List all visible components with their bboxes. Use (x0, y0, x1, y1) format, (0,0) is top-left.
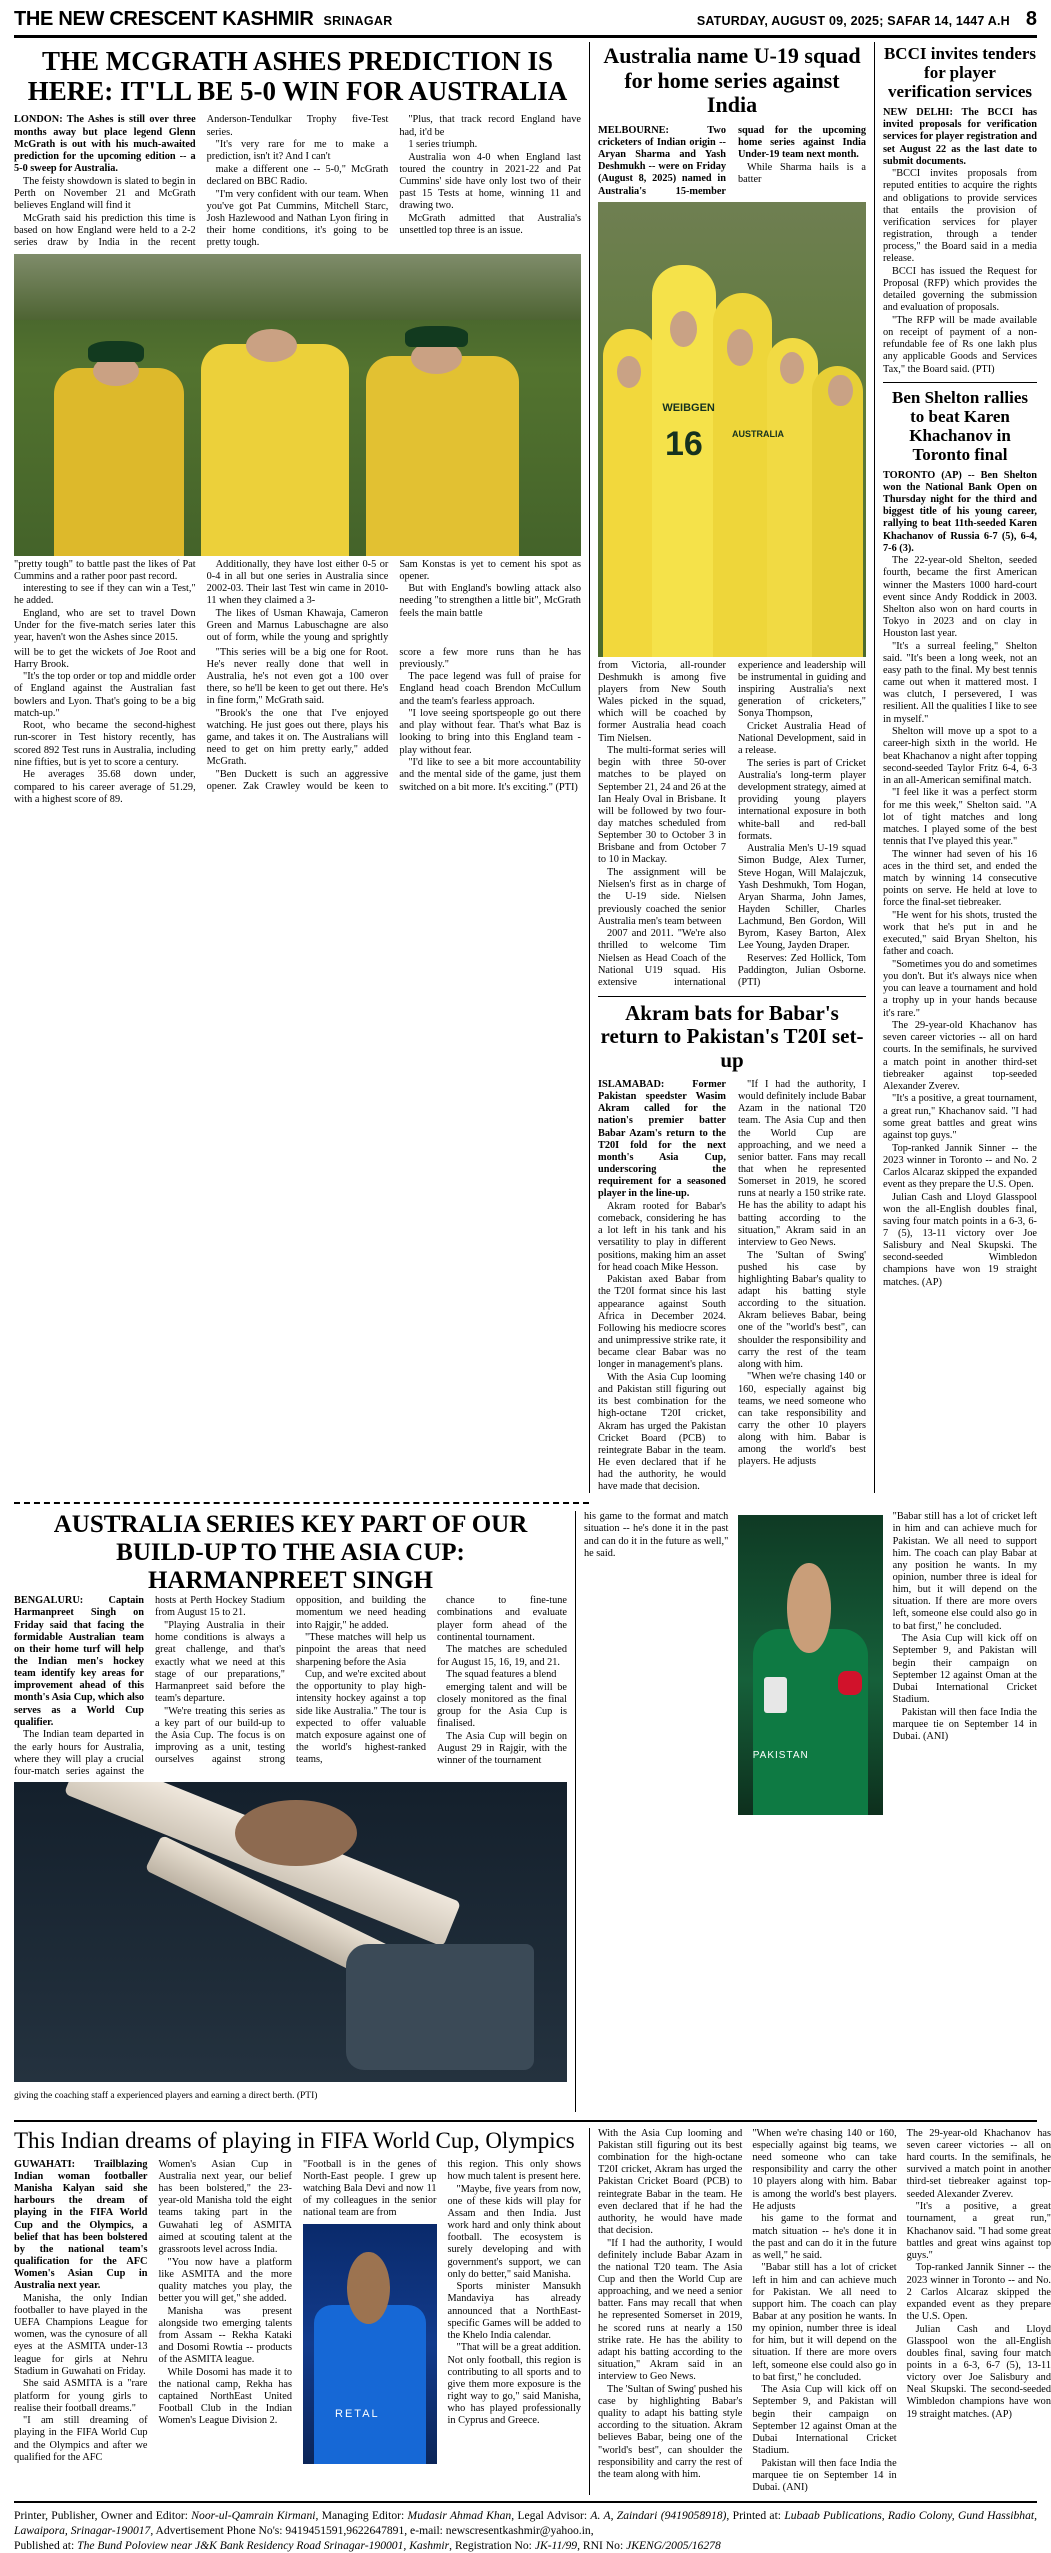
article-paragraph: The likes of Usman Khawaja, Cameron Green and Marnus Labuschagne are also out of form, while the young and sprightly Sam Konstas is yet to cement his spot as opener. (206, 558, 581, 643)
article-paragraph: But with England's bowling attack also needing "to strengthen a little bit", McGrath feels the main battle (399, 583, 581, 619)
article-paragraph: The multi-format series will begin with three 50-over matches to be played on September 21, 24 and 26 at the Ian Healy Oval in Brisbane. It will be followed by two four-day matches scheduled from September 30 to October 3 in Brisbane and from October 7 to 10 in Mackay. (598, 745, 726, 866)
lead-caption-and-continuation (14, 559, 581, 645)
main-content-grid (14, 42, 1037, 1493)
hockey-and-babar-row (14, 1511, 1037, 2112)
article-paragraph: will be to get the wickets of Joe Root and Harry Brook. (14, 646, 196, 670)
imprint-label-reg: , Registration No: (449, 2538, 535, 2552)
article-paragraph: Pakistan will then face India the marquee tie on September 14 in Dubai. (ANI) (752, 2457, 897, 2493)
article-paragraph: "I'm very confident with our team. When you've got Pat Cummins, Mitchell Starc, Josh Hazlewood and Nathan Lyon firing in their home conditions, it's going to be pretty tough. (206, 188, 389, 249)
article-paragraph: "Brook's the one that I've enjoyed watching. He just goes out there, plays his game, and takes it on. The Australians will need to get on him pretty early," added McGrath. (206, 707, 389, 768)
section-divider (14, 2120, 1037, 2122)
article-paragraph: The assignment will be Nielsen's first as in charge of the U-19 side. Nielsen previously coached the senior Australia men's team between (598, 867, 726, 927)
u19-intro-columns (598, 125, 866, 198)
editor-name: Noor-ul-Qamrain Kirmani (191, 2508, 316, 2522)
babar-photo-wrap (738, 1511, 882, 1818)
registration-number: JK-11/99 (534, 2538, 578, 2552)
article-paragraph: "If I had the authority, I would definitely include Babar Azam in the national T20 team. The Asia Cup and then the World Cup are approaching, and we need a senior batter. Fans may recall that when he represented Somerset in 2019, he scored runs at nearly a 150 strike rate. He has the ability to adapt his batting according to the situation," Akram said in an interview to Geo News. (598, 2237, 743, 2383)
article-paragraph: Cup, and we're excited about the opportunity to play high-intensity hockey against a top side like Australia." The tour is expected to offer valuable match exposure against one of the world's highest-ranked teams, (296, 1669, 426, 1766)
article-paragraph: "I feel like it was a perfect storm for me this week," Shelton said. "A lot of tight matches and long matches. I played some of the best tennis that I've played this year." (883, 787, 1037, 848)
article-paragraph: McGrath said his prediction this time is based on how England were held to a 2-2 series draw by India in the recent Anderson-Tendulkar Trophy five-Test series. (14, 114, 389, 248)
article-paragraph: Top-ranked Jannik Sinner -- the 2023 winner in Toronto -- and No. 2 Carlos Alcaraz skipped the expanded event as they prepare the U.S. Open. (883, 1142, 1037, 1190)
lead-tail-columns (14, 647, 581, 806)
jersey-name: WEIBGEN (662, 401, 715, 414)
babar-jersey-text: PAKISTAN (752, 1750, 809, 1762)
article-paragraph: "Maybe, five years from now, one of these kids will play for Assam and then India. Just work hard and only think about football. The ecosystem is surely developing and with government's support, we can only do better," said Manisha. (447, 2183, 581, 2280)
article-paragraph: The feisty showdown is slated to begin in Perth on November 21 and McGrath believes England will find it (14, 175, 196, 211)
hockey-player-photo (14, 1782, 567, 2082)
article-paragraph: She said ASMITA is a "rare platform for young girls to realise their football dreams." (14, 2378, 148, 2414)
article-paragraph: "Playing Australia in their home conditions is always a great challenge, and that's exactly what we need at this stage of our preparations," Harmanpreet said before the team's departure. (155, 1620, 285, 1704)
article-paragraph: "When we're chasing 140 or 160, especially against big teams, we need someone who can take responsibility and carry the other 10 players along with him. Babar is among the world's best players. He adjusts (738, 1371, 866, 1468)
right-column (874, 42, 1037, 1493)
article-paragraph: Shelton will move up a spot to a career-high sixth in the world. He beat Khachanov a night after topping second-seeded Taylor Fritz 6-4, 6-3 in an all-American semifinal match. (883, 726, 1037, 786)
article-paragraph: The pace legend was full of praise for England head coach Brendon McCullum and the team's fearless approach. (399, 671, 581, 707)
fifa-headline: This Indian dreams of playing in FIFA World Cup, Olympics (14, 2127, 575, 2153)
article-paragraph: "This series will be a big one for Root. He's never really done that well in Australia, he's not even got a 100 over there, so he'll be keen to get out there. He's in fine form," McGrath said. (206, 646, 389, 707)
article-paragraph: The 22-year-old Shelton, seeded fourth, became the first American winner the Masters 1000 hard-court event since Andy Roddick in 2003. Shelton also won on hard courts in Tokyo in 2023 and on clay in Houston last year. (883, 555, 1037, 640)
edition-city: SRINAGAR (323, 14, 393, 28)
article-paragraph: While Dosomi has made it to the national camp, Rekha has captained NorthEast United Football Club in the Indian Women's League Division 2. (158, 2366, 292, 2427)
article-paragraph: The Asia Cup will kick off on September 9, and Pakistan will begin their campaign on September 12 against Oman at the Dubai International Cricket Stadium. (752, 2384, 897, 2457)
article-paragraph: Top-ranked Jannik Sinner -- the 2023 winner in Toronto -- and No. 2 Carlos Alcaraz skipped the expanded event as they prepare the U.S. Open. (906, 2262, 1051, 2322)
imprint-label-printer: Printer, Publisher, Owner and Editor: (14, 2508, 192, 2522)
masthead (14, 8, 1037, 38)
lead-body-columns (14, 114, 581, 249)
akram-body-columns (598, 1079, 866, 1493)
article-paragraph: With the Asia Cup looming and Pakistan still figuring out its best combination for the high-octane T20I cricket, Akram has urged the Pakistan Cricket Board (PCB) to reintegrate Babar in the team. He even declared that if he had the authority, he would have made that decision. (598, 1371, 726, 1493)
article-paragraph: 2007 and 2011. "We're also thrilled to welcome Tim Nielsen as Head Coach of the National U19 squad. His extensive international experience and leadership will be instrumental in guiding and inspiring Australia's next generation of cricketers," Sonya Thompson, (598, 659, 866, 988)
article-paragraph: 1 series triumph. (408, 139, 478, 151)
article-paragraph: The Indian team departed in the early hours for Australia, where they will play a crucial four-match series against the hosts at Perth Hockey Stadium from August 15 to 21. (14, 1595, 285, 1777)
imprint-contact: , Advertisement Phone No's: 9419451591,9622647891, e-mail: newscresentkashmir@yahoo.in, (150, 2523, 594, 2537)
article-paragraph: Manisha, the only Indian footballer to have played in the UEFA Champions League for women, was the cynosure of all eyes at the ASMITA under-13 league for girls at Nehru Stadium in Guwahati on Friday. (14, 2292, 148, 2377)
article-paragraph: make a different one -- 5-0," McGrath declared on BBC Radio. (206, 164, 389, 188)
u19-body-columns (598, 660, 866, 990)
fifa-columns (14, 2159, 581, 2467)
article-paragraph: "That will be a great addition. Not only football, this region is contributing to all sports and to give them more exposure is the right way to go," said Manisha, who has played professionally in Cyprus and Greece. (447, 2342, 581, 2427)
article-paragraph: Sports minister Mansukh Mandaviya has already announced that a NorthEast-specific Games will be added to the Khelo India calendar. (447, 2281, 581, 2341)
article-paragraph: Pakistan axed Babar from the T20I format since his last appearance against South Africa in December 2024. Following his mediocre scores and unimpressive strike rate, it became clear Babar was no longer in management's plans. (598, 1274, 726, 1371)
article-paragraph: "The RFP will be made available on receipt of payment of a non-refundable fee of Rs one lakh plus any applicable Goods and Services Tax," the Board said. (PTI) (883, 314, 1037, 375)
fifa-col-4 (448, 2159, 582, 2467)
jersey-number: 16 (665, 424, 703, 463)
article-paragraph: interesting to see if they can win a Test," he added. (14, 583, 196, 607)
article-paragraph: "If I had the authority, I would definitely include Babar Azam in the national T20 team. The Asia Cup and then the World Cup are approaching, and we need a senior batter. Fans may recall that when he represented Somerset in 2019, he scored runs at nearly a 150 strike rate. He has the ability to adapt his batting according to the situation," Akram said in an interview to Geo News. (738, 1079, 866, 1248)
article-paragraph: his game to the format and match situation -- he's done it in the past and can do it in the future as well," he said. (584, 1511, 729, 1559)
article-paragraph: Reserves: Zed Hollick, Tom Paddington, Julian Osborne. (PTI) (738, 953, 866, 989)
article-paragraph: "It's a surreal feeling," Shelton said. "It's been a long week, not an easy path to the final. My best tennis came out when it mattered most. I was clutch, I persevered, I was resilient. All the qualities I like to see in myself." (883, 640, 1037, 725)
article-paragraph: Women's Asian Cup in Australia next year, our belief has been bolstered," the 23-year-old Manisha told the eight teams taking part in the Guwahati leg of ASMITA aimed at scouting talent at the grassroots level across India. (158, 2158, 292, 2255)
article-paragraph: With the Asia Cup looming and Pakistan still figuring out its best combination for the high-octane T20I cricket, Akram has urged the Pakistan Cricket Board (PCB) to reintegrate Babar in the team. He even declared that if he had the authority, he would have made that decision. (598, 2127, 743, 2236)
article-paragraph: The series is part of Cricket Australia's long-term player development strategy, aimed at providing young players international exposure in both white-ball and red-ball formats. (738, 757, 866, 842)
newspaper-title: THE NEW CRESCENT KASHMIR (14, 8, 314, 30)
article-paragraph: TORONTO (AP) -- Ben Shelton won the National Bank Open on Thursday night for the third and biggest title of his young career, rallying to beat 11th-seeded Karen Khachanov of Russia 6-7 (5), 6-4, 7-6 (3). (883, 469, 1037, 554)
lead-story-column (14, 42, 589, 1493)
akram-headline: Akram bats for Babar's return to Pakistan's T20I set-up (600, 1000, 864, 1072)
imprint-label-printedat: , Printed at: (726, 2508, 785, 2522)
article-paragraph: emerging talent and will be closely monitored as the final group for the Asia Cup is finalised. (437, 1681, 567, 1730)
article-paragraph: NEW DELHI: The BCCI has invited proposals for verification services for player registration and set August 22 as the last date to submit documents. (883, 107, 1037, 167)
imprint-label-legal: , Legal Advisor: (511, 2508, 591, 2522)
legal-advisor-name: A. A, Zaindari (9419058918) (590, 2508, 727, 2522)
article-paragraph: "It's very rare for me to make a prediction, isn't it? And I can't (206, 139, 389, 163)
imprint-label-published: Published at: (14, 2538, 78, 2552)
article-paragraph: McGrath admitted that Australia's unsettled top three is an issue. (399, 213, 581, 237)
article-paragraph: The Asia Cup will begin on August 29 in Rajgir, with the winner of the tournament (437, 1730, 567, 1767)
article-paragraph: BENGALURU: Captain Harmanpreet Singh on Friday said that facing the formidable Australian team on their home turf will help the Indian men's hockey team identify key areas for improvement ahead of this month's Asia Cup, which also serves as a World Cup qualifier. (14, 1595, 144, 1728)
article-paragraph: his game to the format and match situation -- he's done it in the past and can do it in the future as well," he said. (752, 2213, 897, 2261)
article-paragraph: "It's a positive, a great tournament, a great run," Khachanov said. "I had some great battles and great wins against top guys." (906, 2201, 1051, 2261)
masthead-left (14, 8, 393, 31)
article-paragraph: this region. This only shows how much talent is present here. (447, 2158, 581, 2183)
article-paragraph: "He went for his shots, trusted the work that he's put in and he executed," said Bryan Shelton, his father and coach. (883, 909, 1037, 958)
lead-headline: THE MCGRATH ASHES PREDICTION IS HERE: IT'LL BE 5-0 WIN FOR AUSTRALIA (27, 46, 568, 107)
article-paragraph: Pakistan will then face India the marquee tie on September 14 in Dubai. (ANI) (892, 1706, 1037, 1742)
hockey-story (14, 1511, 575, 2112)
jersey-team: AUSTRALIA (732, 429, 784, 440)
article-paragraph: from Victoria, all-rounder Deshmukh is among five players from New South Wales picked in the squad, which will be coached by former Australia head coach Tim Nielsen. (598, 659, 726, 744)
article-paragraph: Root, who became the second-highest run-scorer in Test history recently, has scored 892 Test runs in Australia, including nine fifties, but is yet to score a century. (14, 720, 196, 768)
shelton-headline: Ben Shelton rallies to beat Karen Khachanov in Toronto final (891, 387, 1028, 464)
article-paragraph: ISLAMABAD: Former Pakistan speedster Wasim Akram called for the nation's premier batter Babar Azam's return to the T20I fold for the next month's Asia Cup, underscoring the requirement for a seasoned player in the line-up. (598, 1079, 726, 1200)
bcci-headline: BCCI invites tenders for player verification services (883, 44, 1037, 102)
article-paragraph: "These matches will help us pinpoint the areas that need sharpening before the Asia (296, 1632, 426, 1668)
article-paragraph: The 29-year-old Khachanov has seven career victories -- all on hard courts. In the semifinals, he survived a match point in another third-set tiebreaker against top-seeded Alexander Zverev. (883, 1020, 1037, 1092)
australia-u19-headline: Australia name U-19 squad for home series against India (603, 43, 861, 118)
article-paragraph: Cricket Australia Head of National Development, said in a release. (738, 720, 866, 757)
article-paragraph: He averages 35.68 down under, compared to his career average of 51.29, with a highest score of 89. (14, 769, 196, 805)
article-paragraph: "I love seeing sportspeople go out there and play without fear. That's what Baz is looking to bring into this England team - play without fear. (399, 708, 581, 756)
fifa-col-2 (159, 2159, 293, 2467)
cricket-celebration-photo (14, 254, 581, 556)
photo-caption: "pretty tough" to battle past the likes of Pat Cummins and a rather poor past record. (14, 558, 196, 582)
article-paragraph: England, who are set to travel Down Under for the five-match series later this year, haven't won the Ashes since 2015. (14, 608, 196, 644)
article-paragraph: Manisha was present alongside two emerging talents from Assam -- Rekha Kataki and Dosomi Rowtia -- products of the ASMITA league. (158, 2305, 292, 2366)
photo-caption: giving the coaching staff a experienced players and earning a direct berth. (PTI) (14, 2091, 318, 2102)
article-paragraph: "Babar still has a lot of cricket left in him and can achieve much for Pakistan. We all need to support him. The coach can play Babar at any position he wants. In my opinion, number three is ideal for him, but it will depend on the situation. If there are more overs left, someone else could also go in to bat first," he concluded. (892, 1511, 1037, 1632)
page-number: 8 (1025, 8, 1037, 30)
fifa-col-3 (303, 2159, 437, 2467)
article-paragraph: The 'Sultan of Swing' pushed his case by highlighting Babar's quality to adapt his batting style according to the situation. Akram believes Babar, being one of the "world's best", can shoulder the responsibility and carry the rest of the team along with him. (598, 2383, 743, 2480)
jersey-brand-text: RETAL (335, 2408, 380, 2421)
article-paragraph: "I'd like to see a bit more accountability and the mental side of the game, just them switched on a bit more. It's exciting." (PTI) (399, 757, 581, 793)
article-paragraph: "Ben Duckett is such an aggressive opener. Zak Crawley would be keen to score a few more runs than he has previously." (206, 646, 581, 793)
article-paragraph: The Asia Cup will kick off on September 9, and Pakistan will begin their campaign on September 12 against Oman at the Dubai International Cricket Stadium. (892, 1633, 1037, 1705)
article-paragraph: "It's a positive, a great tournament, a great run," Khachanov said. "I had some great battles and great wins against top guys." (883, 1093, 1037, 1141)
article-paragraph: "Plus, that track record England have had, it'd be (399, 114, 581, 138)
babar-azam-photo (738, 1515, 882, 1815)
rni-number: JKENG/2005/16278 (626, 2538, 721, 2552)
article-paragraph: "It's the top order or top and middle order of England against the Australian fast bowlers and Lyon. That's going to be a big match-up." (14, 671, 196, 719)
section-divider (14, 1502, 589, 1504)
article-paragraph: LONDON: The Ashes is still over three months away but place legend Glenn McGrath is out with his much-awaited prediction for the upcoming edition -- a 5-0 sweep for Australia. (14, 114, 196, 175)
fifa-story (14, 2128, 589, 2495)
article-paragraph: Australia Men's U-19 squad Simon Budge, Alex Turner, Steve Hogan, Will Malajczuk, Yash Deshmukh, Tom Hogan, Aryan Sharma, John James, Hayden Schiller, Charles Lachmund, Ben Gordon, Will Byrom, Kasey Barton, Alex Lee Young, Jayden Draper. (738, 843, 866, 952)
australia-u19-squad-photo (598, 202, 866, 657)
akram-col-a (584, 1511, 728, 1818)
article-paragraph: Julian Cash and Lloyd Glasspool won the all-English doubles final, saving four match points in a 6-3, 6-7 (5), 13-11 victory over Joe Salisbury and Neal Skupski. The second-seeded Wimbledon champions have won 19 straight matches. (AP) (883, 1191, 1037, 1288)
publication-date: SATURDAY, AUGUST 09, 2025; SAFAR 14, 1447 A.H (696, 14, 1010, 28)
hockey-headline: AUSTRALIA SERIES KEY PART OF OUR BUILD-UP TO THE ASIA CUP: HARMANPREET SINGH (53, 1511, 528, 1595)
article-paragraph: "Babar still has a lot of cricket left in him and can achieve much for Pakistan. We all need to support him. The coach can play Babar at any position he wants. In my opinion, number three is ideal for him, but it will depend on the situation. If there are more overs left, someone else could also go in to bat first," he concluded. (752, 2262, 897, 2383)
article-paragraph: Australia won 4-0 when England last toured the country in 2021-22 and Pat Cummins' side have only lost two of their past 15 Tests at home, winning 11 and drawing two. (399, 151, 581, 212)
article-paragraph: "Sometimes you do and sometimes you don't. But it's always nice when you can leave a tournament and hold a trophy up in your hands because it's rare." (883, 958, 1037, 1019)
article-paragraph: Akram rooted for Babar's comeback, considering he has a lot left in his tank and his versatility to play in different positions, making him an asset for head coach Mike Hesson. (598, 1200, 726, 1273)
managing-editor-name: Mudasir Ahmad Khan (407, 2508, 512, 2522)
imprint-block (14, 2501, 1037, 2553)
imprint-line-1 (14, 2508, 1037, 2538)
imprint-line-2 (14, 2538, 1037, 2553)
fifa-col-1 (14, 2159, 148, 2467)
masthead-right (697, 8, 1037, 31)
article-paragraph: "I am still dreaming of playing in the FIFA World Cup and the Olympics and after we qualified for the AFC (14, 2415, 148, 2463)
article-paragraph: "You now have a platform like ASMITA and the more quality matches you play, the better you will get," she added. (158, 2256, 292, 2304)
article-paragraph: MELBOURNE: Two cricketers of Indian origin -- Aryan Sharma and Yash Deshmukh -- were on Friday (August 8, 2025) named in Australia's 15-member squad for the upcoming home series against India Under-19 team next month. (598, 124, 866, 197)
middle-column (589, 42, 874, 1493)
akram-tail-columns (589, 2128, 1051, 2495)
article-paragraph: The squad features a blend (446, 1669, 557, 1681)
imprint-label-managing: , Managing Editor: (315, 2508, 408, 2522)
article-paragraph: BCCI has issued the Request for Proposal (RFP) which provides the detailed governing the submission and evaluation of proposals. (883, 265, 1037, 314)
akram-continuation-and-photo (575, 1511, 1037, 2112)
published-at: The Bund Poloview near J&K Bank Residency Road Srinagar-190001, Kashmir (77, 2538, 450, 2552)
article-paragraph: "We're treating this series as a key part of our build-up to the Asia Cup. The focus is on improving as a unit, testing ourselves against strong opposition, and building the momentum we need heading into Rajgir," he added. (155, 1595, 426, 1766)
article-paragraph: Additionally, they have lost either 0-5 or 0-4 in all but one series in Australia since 2002-03. Their last Test win came in 2010-11 when they claimed a 3- (206, 558, 389, 606)
article-paragraph: chance to fine-tune combinations and evaluate player form ahead of the continental tournament. (437, 1595, 567, 1643)
article-paragraph: While Sharma hails is a batter (738, 161, 866, 185)
article-paragraph: The matches are scheduled for August 15, 16, 19, and 21. (437, 1644, 567, 1668)
article-paragraph: GUWAHATI: Trailblazing Indian woman footballer Manisha Kalyan said she harbours the dream of playing in the FIFA World Cup and the Olympics, a belief that has been bolstered by the national team's qualification for the AFC Women's Asian Cup in Australia next year. (14, 2158, 148, 2292)
article-paragraph: "When we're chasing 140 or 160, especially against big teams, we need someone who can take responsibility and carry the other 10 players along with him. Babar is among the world's best players. He adjusts (752, 2127, 897, 2212)
article-paragraph: Julian Cash and Lloyd Glasspool won the all-English doubles final, saving four match points in a 6-3, 6-7 (5), 13-11 victory over Joe Salisbury and Neal Skupski. The second-seeded Wimbledon champions have won 19 straight matches. (AP) (906, 2323, 1051, 2420)
printed-at: Lubaab Publications, Radio Colony, Gund Hassibhat, Lawaipora, Srinagar-190017 (14, 2508, 1037, 2537)
article-paragraph: The 'Sultan of Swing' pushed his case by highlighting Babar's quality to adapt his batting style according to the situation. Akram believes Babar, being one of the "world's best", can shoulder the responsibility and carry the rest of the team along with him. (738, 1249, 866, 1370)
hockey-intro-columns (14, 1595, 567, 1778)
article-paragraph: The 29-year-old Khachanov has seven career victories -- all on hard courts. In the semifinals, he survived a match point in another third-set tiebreaker against top-seeded Alexander Zverev. (906, 2127, 1051, 2200)
article-paragraph: "BCCI invites proposals from reputed entities to acquire the rights and obligations to provide services that entails the provision of verification services for player registration, through a tender process," the Board said in a media release. (883, 168, 1037, 265)
footballer-photo (303, 2224, 437, 2464)
imprint-label-rni: , RNI No: (577, 2538, 627, 2552)
akram-col-b (893, 1511, 1037, 1818)
fifa-story-row (14, 2127, 1051, 2495)
article-paragraph: The winner had seven of his 16 aces in the third set, and ended the match by winning 14 consecutive points on serve. He held at love to force the final-set tiebreaker. (883, 848, 1037, 909)
article-paragraph: "Football is in the genes of North-East people. I grew up watching Bala Devi and now 11 of my colleagues in the senior national team are from (303, 2158, 437, 2219)
